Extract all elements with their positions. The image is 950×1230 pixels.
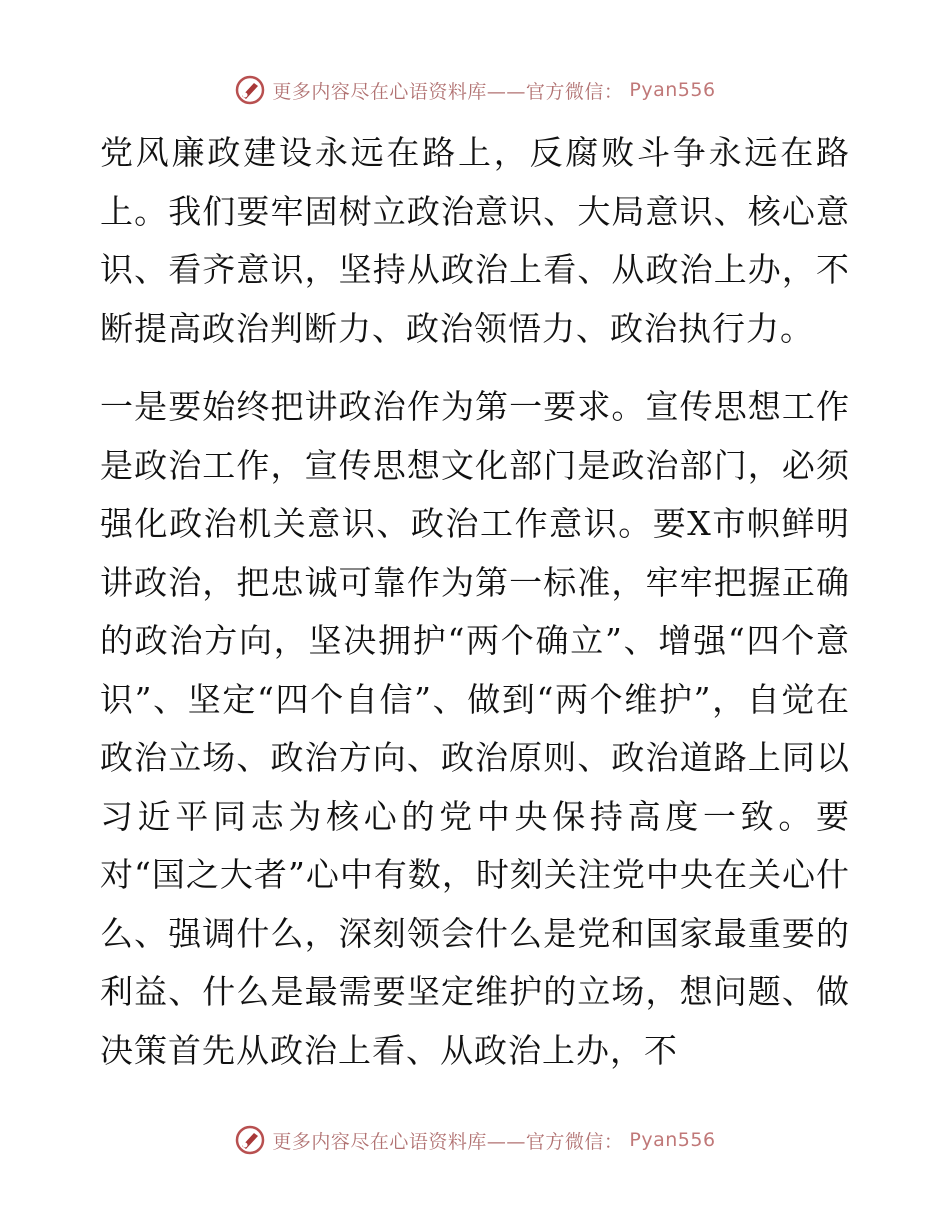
watermark-text: 更多内容尽在心语资料库——官方微信： xyxy=(272,80,624,103)
logo-icon xyxy=(234,74,266,106)
paragraph-1: 党风廉政建设永远在路上，反腐败斗争永远在路上。我们要牢固树立政治意识、大局意识、核心意识、看齐意识，坚持从政治上看、从政治上办，不断提高政治判断力、政治领悟力、政治执行力。 xyxy=(100,133,850,348)
document-body xyxy=(100,124,850,1080)
watermark-text: 更多内容尽在心语资料库——官方微信： xyxy=(272,1130,624,1153)
paragraph-2: 一是要始终把讲政治作为第一要求。宣传思想工作是政治工作，宣传思想文化部门是政治部门，必须强化政治机关意识、政治工作意识。要X市帜鲜明讲政治，把忠诚可靠作为第一标准，牢牢把握正确的政治方向，坚决拥护“两个确立”、增强“四个意识”、坚定“四个自信”、做到“两个维护”，自觉在政治立场、政治方向、政治原则、政治道路上同以习近平同志为核心的党中央保持高度一致。要对“国之大者”心中有数，时刻关注党中央在关心什么、强调什么，深刻领会什么是党和国家最重要的利益、什么是最需要坚定维护的立场，想问题、做决策首先从政治上看、从政治上办，不 xyxy=(100,387,850,1070)
watermark-wechat-id: Pyan556 xyxy=(629,79,716,101)
footer-watermark xyxy=(0,1120,950,1160)
header-watermark xyxy=(0,70,950,110)
watermark-wechat-id: Pyan556 xyxy=(629,1129,716,1151)
logo-icon xyxy=(234,1124,266,1156)
